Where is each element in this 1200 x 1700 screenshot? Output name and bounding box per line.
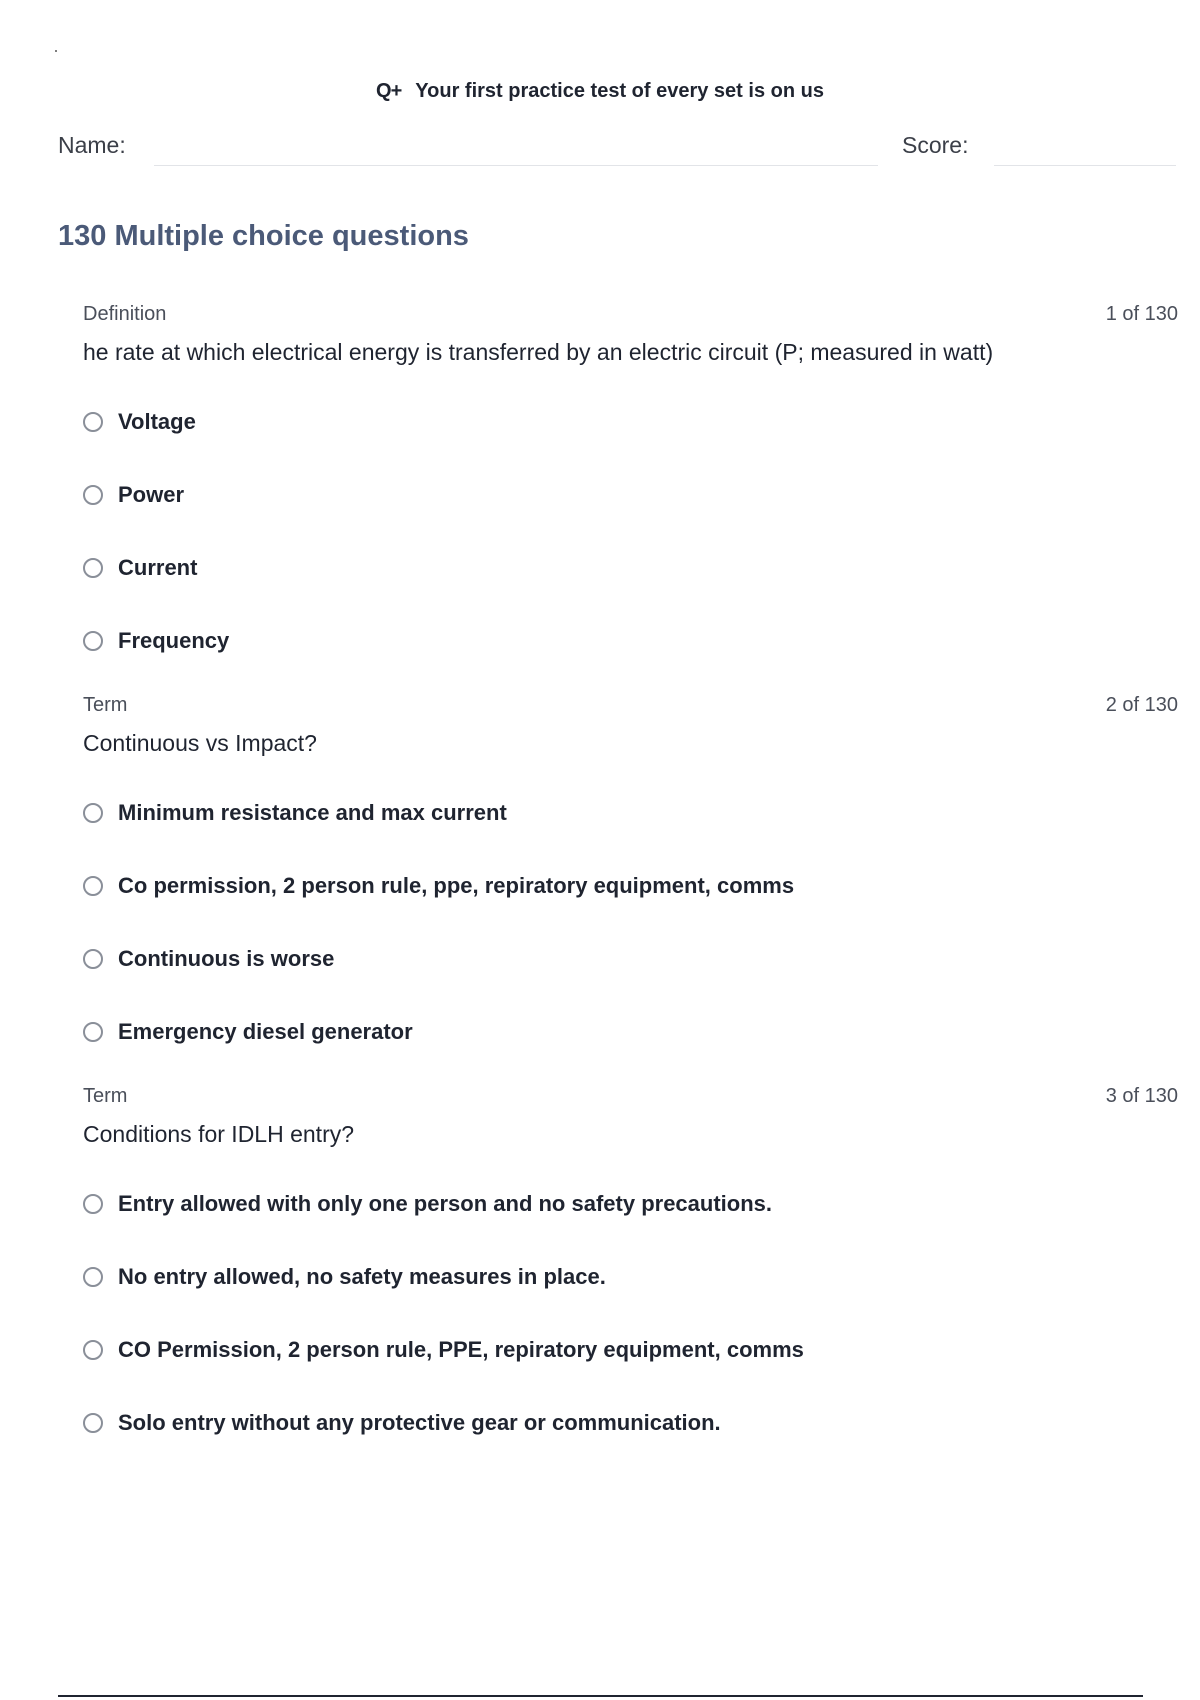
answer-option[interactable]: [83, 1313, 1178, 1386]
answer-option[interactable]: [83, 604, 1178, 677]
answer-option-label: Emergency diesel generator: [118, 1018, 413, 1044]
answer-option-label: Current: [118, 554, 198, 580]
answer-option-label: No entry allowed, no safety measures in place.: [118, 1263, 606, 1289]
answer-option-label: Co permission, 2 person rule, ppe, repiratory equipment, comms: [118, 872, 795, 898]
radio-circle-icon[interactable]: [83, 876, 103, 896]
answer-option-label: Frequency: [118, 627, 230, 653]
radio-circle-icon[interactable]: [83, 1340, 103, 1360]
answer-option-label: Solo entry without any protective gear or communication.: [118, 1409, 721, 1435]
answer-options: [83, 1167, 1178, 1459]
question-header: [83, 1085, 1178, 1111]
answer-option[interactable]: [83, 849, 1178, 922]
radio-circle-icon[interactable]: [83, 1022, 103, 1042]
radio-circle-icon[interactable]: [83, 1267, 103, 1287]
answer-option-label: Continuous is worse: [118, 945, 335, 971]
score-label: Score:: [902, 132, 969, 158]
radio-circle-icon[interactable]: [83, 1194, 103, 1214]
promo-text: Your first practice test of every set is on us: [415, 80, 824, 102]
score-field[interactable]: [994, 165, 1176, 166]
answer-option-label: Power: [118, 481, 185, 507]
answer-option[interactable]: [83, 995, 1178, 1068]
question-counter: 3 of 130: [1105, 1085, 1178, 1107]
page-bottom-rule: [58, 1695, 1143, 1697]
question-prompt: Continuous vs Impact?: [83, 730, 317, 756]
question-1: [83, 303, 1178, 677]
radio-circle-icon[interactable]: [83, 803, 103, 823]
answer-option[interactable]: [83, 1167, 1178, 1240]
answer-option[interactable]: [83, 922, 1178, 995]
question-prompt: Conditions for IDLH entry?: [83, 1121, 355, 1147]
answer-option[interactable]: [83, 385, 1178, 458]
radio-circle-icon[interactable]: [83, 1413, 103, 1433]
quiz-plus-icon: Q+: [376, 80, 402, 102]
answer-option[interactable]: [83, 1240, 1178, 1313]
question-prompt: he rate at which electrical energy is transferred by an electric circuit (P; measured in watt): [83, 339, 994, 365]
answer-options: [83, 776, 1178, 1068]
question-2: [83, 694, 1178, 1068]
answer-option[interactable]: [83, 776, 1178, 849]
answer-option[interactable]: [83, 531, 1178, 604]
promo-banner: [0, 80, 1200, 103]
name-field[interactable]: [154, 165, 878, 166]
answer-option-label: Voltage: [118, 408, 196, 434]
radio-circle-icon[interactable]: [83, 949, 103, 969]
answer-option[interactable]: [83, 1386, 1178, 1459]
question-type: Term: [83, 1085, 128, 1107]
radio-circle-icon[interactable]: [83, 631, 103, 651]
question-3: [83, 1085, 1178, 1459]
answer-options: [83, 385, 1178, 677]
corner-dot: [55, 50, 57, 52]
question-counter: 2 of 130: [1105, 694, 1178, 716]
question-type: Definition: [83, 303, 167, 325]
question-type: Term: [83, 694, 128, 716]
name-score-row: [58, 132, 1178, 168]
radio-circle-icon[interactable]: [83, 412, 103, 432]
question-header: [83, 694, 1178, 720]
answer-option-label: Entry allowed with only one person and no safety precautions.: [118, 1190, 772, 1216]
radio-circle-icon[interactable]: [83, 485, 103, 505]
question-header: [83, 303, 1178, 329]
answer-option[interactable]: [83, 458, 1178, 531]
answer-option-label: Minimum resistance and max current: [118, 799, 507, 825]
radio-circle-icon[interactable]: [83, 558, 103, 578]
name-label: Name:: [58, 132, 126, 158]
answer-option-label: CO Permission, 2 person rule, PPE, repiratory equipment, comms: [118, 1336, 804, 1362]
question-counter: 1 of 130: [1105, 303, 1178, 325]
section-title: 130 Multiple choice questions: [58, 220, 469, 252]
